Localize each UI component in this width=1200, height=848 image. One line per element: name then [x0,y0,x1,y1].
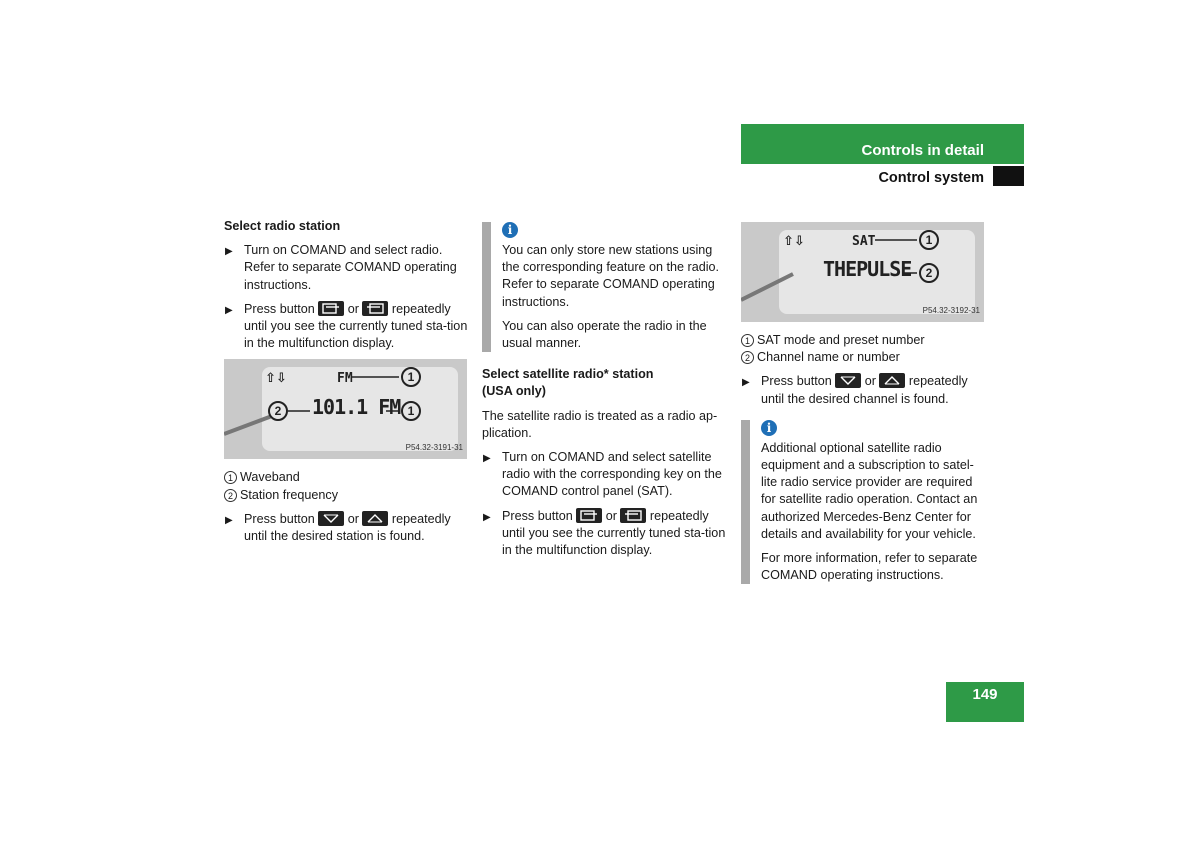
step-text: Press button [761,374,832,389]
step-press-preset-buttons [482,508,727,560]
step-text: Turn on COMAND and select satellite radio with the corresponding key on the COMAND control panel (SAT). [502,450,722,499]
step-press-preset-buttons [224,301,469,353]
sat-display-illustration [741,222,984,322]
info-text: Additional optional satellite radio equipment and a subscription to satel-lite radio service provider are required for satellite radio operation. Contact an authorized Mercedes-Benz Center for details and availability for your vehicle. [761,440,978,541]
up-key-icon [362,511,388,526]
info-text: You can also operate the radio in the usual manner. [502,318,707,351]
or-text: or [605,508,617,523]
bullet-icon: ▶ [225,514,233,526]
section-title: Controls in detail [861,142,984,159]
callout-1: 1 [401,401,421,421]
next-preset-key-icon [620,508,646,523]
intro-text: The satellite radio is treated as a radio ap-plication. [482,408,718,440]
info-icon: i [502,222,518,238]
step-text: repeatedly until you see the currently tuned sta-tion in the multifunction display. [502,508,726,558]
column-1 [224,218,469,552]
bullet-icon: ▶ [225,304,233,316]
column-2 [482,222,727,566]
figure-code: P54.32-3191-31 [405,443,463,453]
legend-text: SAT mode and preset number [757,333,925,347]
legend-text: Station frequency [240,487,339,502]
info-icon: i [761,420,777,436]
step-turn-on-radio [224,242,469,294]
up-down-arrows-icon: ⇧⇩ [783,233,805,248]
note-bar [482,222,491,352]
step-press-tuning-buttons [224,511,469,545]
callout-1: 1 [919,230,939,250]
up-key-icon [879,373,905,388]
down-key-icon [835,373,861,388]
info-text: For more information, refer to separate COMAND operating instructions. [761,551,978,583]
heading-select-radio-station: Select radio station [224,219,341,233]
previous-preset-key-icon [318,301,344,316]
legend-number: 2 [741,351,754,364]
info-note [482,222,727,352]
info-text: You can only store new stations using the corresponding feature on the radio. Refer to separate COMAND operating instructions. [502,243,720,309]
up-down-arrows-icon: ⇧⇩ [265,370,287,386]
step-text: repeatedly until the desired station is found. [244,511,451,544]
callout-2: 2 [268,401,288,421]
heading-line: (USA only) [482,384,546,399]
or-text: or [864,374,876,389]
step-text: repeatedly until you see the currently tuned sta-tion in the multifunction display. [244,301,468,351]
heading-satellite-radio [482,366,727,400]
step-press-channel-buttons [741,373,986,407]
callout-1: 1 [401,367,421,387]
info-note [741,420,986,585]
column-3 [741,222,986,598]
waveband-text: FM [337,371,353,387]
step-text: Turn on COMAND and select radio. Refer to separate COMAND operating instructions. [244,243,457,292]
step-text: Press button [244,511,315,526]
callout-2: 2 [919,263,939,283]
channel-name-text: THEPULSE [823,257,912,281]
subsection-title: Control system [878,170,984,186]
bullet-icon: ▶ [483,453,491,465]
or-text: or [347,301,359,316]
legend-number: 1 [224,471,237,484]
figure-code: P54.32-3192-31 [922,305,980,315]
legend-number: 1 [741,334,754,347]
page-number: 149 [946,682,1024,722]
bullet-icon: ▶ [483,511,491,523]
previous-preset-key-icon [576,508,602,523]
step-turn-on-satellite [482,449,727,501]
note-bar [741,420,750,585]
down-key-icon [318,511,344,526]
fm-display-illustration [224,359,467,459]
subsection-marker [993,166,1024,186]
bullet-icon: ▶ [225,246,233,258]
or-text: or [347,511,359,526]
sat-mode-text: SAT [852,234,876,249]
legend-item-2 [741,349,986,366]
next-preset-key-icon [362,301,388,316]
frequency-text: 101.1 FM [312,395,401,420]
step-text: Press button [502,508,573,523]
step-text: repeatedly until the desired channel is found. [761,374,968,406]
heading-line: Select satellite radio* station [482,367,654,382]
legend-item-2 [224,487,469,504]
step-text: Press button [244,301,315,316]
legend-number: 2 [224,489,237,502]
legend-item-1 [224,469,469,486]
bullet-icon: ▶ [742,377,750,389]
legend-text: Channel name or number [757,350,900,365]
legend-item-1 [741,332,986,349]
legend-text: Waveband [240,470,300,485]
